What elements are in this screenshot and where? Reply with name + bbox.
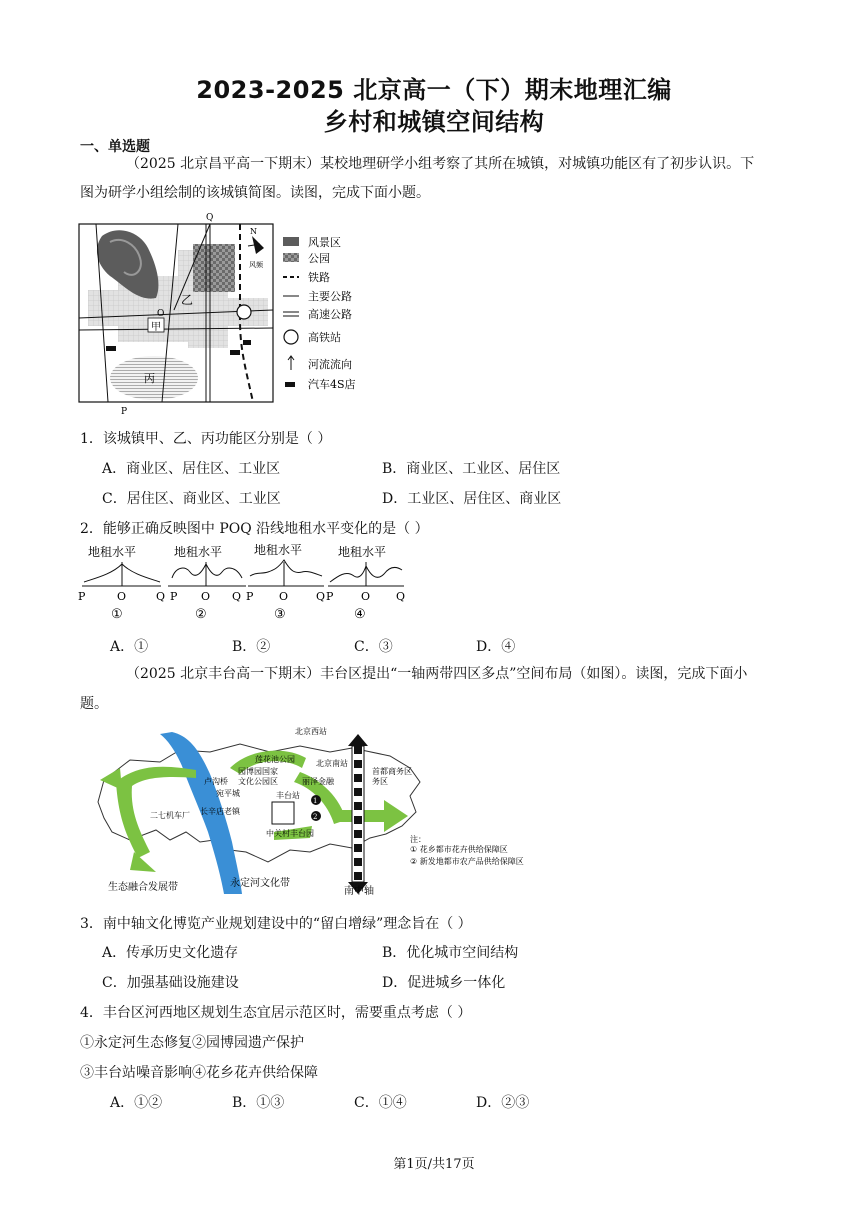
q1-option-a[interactable]: A．商业区、居住区、工业区	[102, 461, 281, 477]
page-footer: 第1页/共17页	[393, 1157, 475, 1172]
svg-text:生态融合发展带: 生态融合发展带	[108, 882, 178, 893]
q2-option-c[interactable]: C．③	[354, 639, 393, 655]
svg-text:P: P	[170, 590, 178, 603]
svg-text:公园: 公园	[308, 252, 330, 265]
town-map	[78, 210, 378, 420]
svg-text:宛平城: 宛平城	[216, 789, 240, 798]
svg-text:O: O	[361, 590, 371, 603]
section-heading: 一、单选题	[80, 139, 150, 155]
svg-text:中关村丰台园: 中关村丰台园	[266, 829, 314, 838]
label-bing: 丙	[144, 372, 155, 385]
curve-3	[246, 542, 325, 622]
svg-text:② 新发地都市农产品供给保障区: ② 新发地都市农产品供给保障区	[410, 857, 524, 866]
q4-stem: 4．丰台区河西地区规划生态宜居示范区时，需要重点考虑（ ）	[80, 1005, 472, 1021]
q4-items-1: ①永定河生态修复②园博园遗产保护	[80, 1035, 304, 1051]
curve-1	[78, 544, 165, 622]
svg-text:文化公园区: 文化公园区	[238, 777, 278, 786]
svg-text:河流流向: 河流流向	[308, 358, 352, 371]
svg-text:永定河文化带: 永定河文化带	[230, 878, 290, 889]
q3-option-c[interactable]: C．加强基础设施建设	[102, 975, 239, 991]
svg-text:P: P	[78, 590, 86, 603]
svg-text:高铁站: 高铁站	[308, 331, 341, 344]
wind-label: 风频	[249, 261, 263, 269]
svg-text:主要公路: 主要公路	[308, 290, 352, 303]
svg-text:地租水平: 地租水平	[88, 545, 137, 559]
map-legend	[283, 236, 356, 391]
q1-option-b[interactable]: B．商业区、工业区、居住区	[382, 461, 561, 477]
svg-text:Q: Q	[156, 590, 166, 603]
svg-text:莲花池公园: 莲花池公园	[255, 755, 295, 764]
label-p: P	[121, 407, 128, 417]
svg-text:Q: Q	[396, 590, 406, 603]
svg-text:① 花乡都市花卉供给保障区: ① 花乡都市花卉供给保障区	[410, 845, 508, 854]
svg-text:铁路: 铁路	[308, 271, 330, 284]
svg-text:②: ②	[195, 607, 207, 622]
svg-text:北京西站: 北京西站	[295, 727, 327, 736]
label-yi: 乙	[181, 293, 194, 307]
svg-text:务区: 务区	[372, 777, 388, 786]
q4-option-b[interactable]: B．①③	[232, 1095, 285, 1111]
park	[193, 244, 235, 292]
svg-text:地租水平: 地租水平	[174, 545, 223, 559]
passage2-line1: （2025 北京丰台高一下期末）丰台区提出“一轴两带四区多点”空间布局（如图）。读图，完成下面小	[126, 666, 748, 682]
svg-text:风景区: 风景区	[308, 236, 341, 249]
svg-text:地租水平: 地租水平	[254, 543, 303, 557]
svg-text:P: P	[326, 590, 334, 603]
compass-n: N	[250, 227, 257, 236]
q1-stem: 1．该城镇甲、乙、丙功能区分别是（ ）	[80, 431, 332, 447]
label-jia: 甲	[151, 322, 161, 333]
park-square	[272, 802, 294, 824]
q4-option-d[interactable]: D．②③	[476, 1095, 530, 1111]
svg-text:O: O	[201, 590, 211, 603]
label-o: O	[157, 309, 165, 319]
svg-text:④: ④	[354, 607, 366, 622]
q1-option-c[interactable]: C．居住区、商业区、工业区	[102, 491, 281, 507]
svg-text:汽车4S店: 汽车4S店	[308, 378, 356, 391]
svg-text:丰台站: 丰台站	[276, 791, 300, 800]
svg-text:北京南站: 北京南站	[316, 759, 348, 768]
q3-option-b[interactable]: B．优化城市空间结构	[382, 945, 519, 961]
q4-option-a[interactable]: A．①②	[110, 1095, 163, 1111]
q3-option-a[interactable]: A．传承历史文化遗存	[102, 945, 239, 961]
svg-text:园博园国家: 园博园国家	[238, 767, 278, 776]
q2-option-a[interactable]: A．①	[110, 639, 149, 655]
curve-2	[168, 544, 246, 622]
svg-text:南中轴: 南中轴	[344, 886, 374, 897]
curve-4	[326, 544, 405, 622]
page-subtitle: 乡村和城镇空间结构	[323, 108, 545, 136]
svg-text:③: ③	[274, 607, 286, 622]
page-title: 2023-2025 北京高一（下）期末地理汇编	[196, 76, 672, 104]
rent-curves	[76, 542, 406, 624]
svg-text:二七机车厂: 二七机车厂	[150, 811, 190, 820]
svg-text:O: O	[279, 590, 289, 603]
svg-text:丽泽金融: 丽泽金融	[302, 777, 334, 786]
passage1-line2: 图为研学小组绘制的该城镇简图。读图，完成下面小题。	[80, 185, 430, 201]
svg-text:注：: 注：	[410, 835, 426, 844]
passage1-line1: （2025 北京昌平高一下期末）某校地理研学小组考察了其所在城镇，对城镇功能区有了初步认识。下	[126, 156, 755, 172]
svg-text:O: O	[117, 590, 127, 603]
svg-text:长辛店老镇: 长辛店老镇	[200, 807, 240, 816]
svg-text:2: 2	[313, 813, 318, 821]
q4-option-c[interactable]: C．①④	[354, 1095, 407, 1111]
q4-items-2: ③丰台站噪音影响④花乡花卉供给保障	[80, 1065, 318, 1081]
svg-text:高速公路: 高速公路	[308, 308, 352, 321]
svg-text:Q: Q	[232, 590, 242, 603]
q1-option-d[interactable]: D．工业区、居住区、商业区	[382, 491, 562, 507]
svg-text:卢沟桥: 卢沟桥	[204, 777, 228, 786]
svg-text:1: 1	[313, 797, 318, 805]
fengtai-map	[90, 722, 550, 900]
q2-option-b[interactable]: B．②	[232, 639, 271, 655]
label-q: Q	[206, 213, 214, 223]
svg-text:Q: Q	[316, 590, 326, 603]
q3-stem: 3．南中轴文化博览产业规划建设中的“留白增绿”理念旨在（ ）	[80, 916, 472, 932]
q3-option-d[interactable]: D．促进城乡一体化	[382, 975, 506, 991]
rail-station-icon	[237, 305, 251, 319]
svg-text:地租水平: 地租水平	[338, 545, 387, 559]
passage2-line2: 题。	[80, 696, 108, 712]
q2-stem: 2．能够正确反映图中 POQ 沿线地租水平变化的是（ ）	[80, 521, 429, 537]
svg-text:P: P	[246, 590, 254, 603]
q2-option-d[interactable]: D．④	[476, 639, 516, 655]
svg-text:①: ①	[111, 607, 123, 622]
svg-text:首都商务区: 首都商务区	[372, 767, 412, 776]
